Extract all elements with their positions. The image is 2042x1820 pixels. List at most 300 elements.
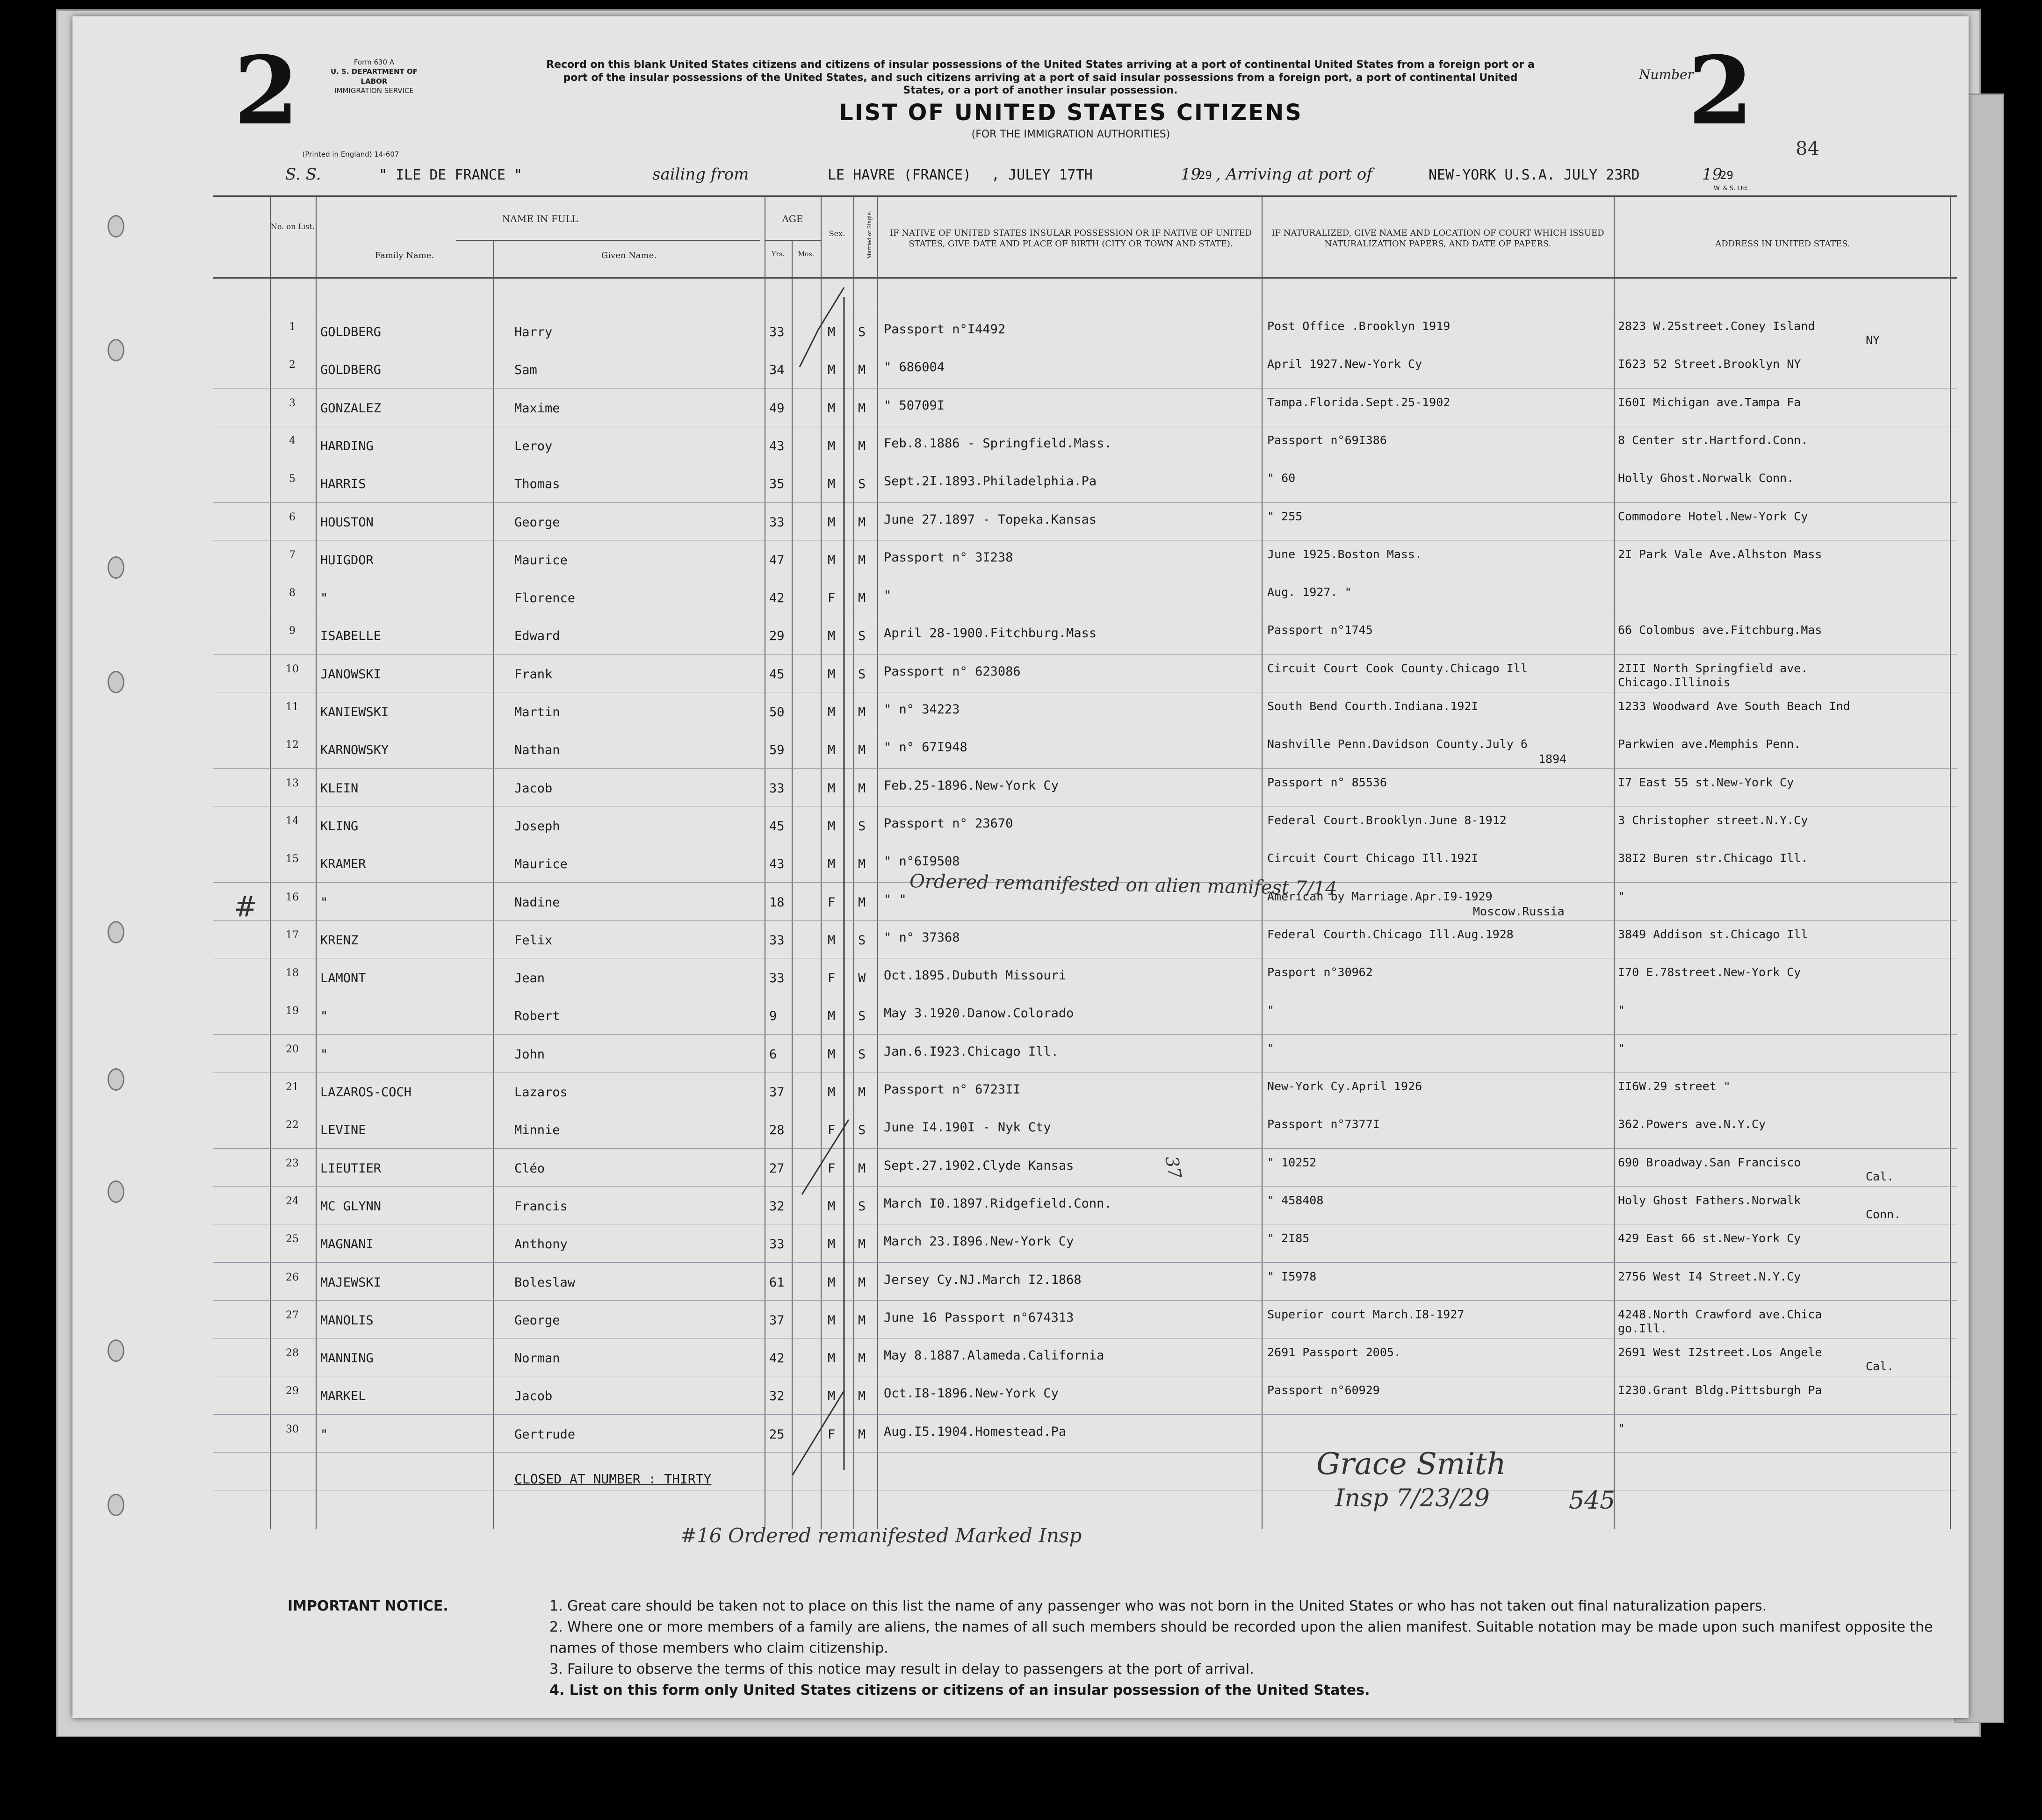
cell-status: S [858,325,866,339]
cell-addr: Commodore Hotel.New-York Cy [1618,509,1808,523]
header-sex: Sex. [829,229,845,238]
cell-given: Norman [514,1351,560,1366]
signature-number: 545 [1569,1487,1616,1515]
cell-addr: 2691 West I2street.Los Angele [1618,1345,1822,1360]
cell-given: Frank [514,667,553,682]
cell-no: 12 [286,739,299,751]
cell-no: 22 [286,1119,299,1131]
cell-given: Nathan [514,743,560,758]
cell-sex: F [828,1123,836,1138]
cell-birth: " n° 67I948 [884,740,967,755]
cell-status: S [858,1123,866,1138]
closing-line: CLOSED AT NUMBER : THIRTY [514,1471,712,1487]
cell-age: 61 [769,1275,785,1290]
cell-no: 9 [289,625,296,637]
row-line [213,768,1957,769]
cell-no: 8 [289,587,296,599]
cell-family: JANOWSKI [320,667,382,682]
header-no: No. on List. [270,222,315,231]
cell-age: 37 [769,1085,785,1100]
cell-status: M [858,743,866,758]
cell-family: ISABELLE [320,629,382,644]
cell-sex: M [828,1237,836,1252]
cell-given: Edward [514,629,560,644]
header-age: AGE [782,213,803,224]
year-to: 29 [1720,169,1733,182]
row16-note: Ordered remanifested on alien manifest 7/14 [909,870,1337,899]
cell-birth: Passport n° 23670 [884,816,1013,831]
cell-age: 35 [769,477,785,492]
cell-birth: Sept.2I.1893.Philadelphia.Pa [884,474,1097,489]
cell-family: HUIGDOR [320,553,374,568]
cell-status: M [858,401,866,416]
cell-age: 33 [769,781,785,796]
cell-nat: Federal Court.Brooklyn.June 8-1912 [1267,813,1507,827]
header-name-in-full: NAME IN FULL [502,213,578,224]
header-yrs: Yrs. [772,251,785,258]
cell-birth: " 50709I [884,398,945,413]
cell-no: 19 [286,1005,299,1017]
cell-status: M [858,705,866,719]
cell-sex: M [828,1389,836,1404]
cell-addr: 2III North Springfield ave. [1618,661,1808,675]
cell-given: Leroy [514,439,553,453]
cell-status: M [858,591,866,606]
cell-family: MANNING [320,1351,374,1366]
cell-status: M [858,1275,866,1290]
cell-status: M [858,781,866,796]
cell-nat: Tampa.Florida.Sept.25-1902 [1267,395,1450,409]
cell-age: 43 [769,439,785,453]
cell-status: M [858,1085,866,1100]
cell-family: " [320,1047,328,1062]
cell-age: 49 [769,401,785,416]
cell-nat: " 60 [1267,471,1296,485]
cell-sex: M [828,705,836,719]
cell-family: LAMONT [320,971,366,986]
row-line [213,1186,1957,1187]
cell-family: KLEIN [320,781,359,796]
cell-age: 42 [769,591,785,606]
cell-no: 24 [286,1195,299,1207]
sailing-label: sailing from [652,165,749,184]
cell-given: Maurice [514,553,568,568]
page-subtitle: (FOR THE IMMIGRATION AUTHORITIES) [971,129,1170,140]
binder-hole [108,1494,124,1516]
cell-given: Lazaros [514,1085,568,1100]
cell-status: S [858,819,866,834]
cell-family: MC GLYNN [320,1199,382,1214]
cell-age: 33 [769,515,785,530]
cell-family: KRENZ [320,933,359,948]
cell-status: M [858,1313,866,1328]
cell-birth: " n° 37368 [884,930,960,945]
cell-family: GONZALEZ [320,401,382,416]
cell-family: GOLDBERG [320,325,382,339]
binder-hole [108,1339,124,1362]
cell-family: KRAMER [320,857,366,872]
cell-nat: " I5978 [1267,1269,1317,1283]
cell-status: M [858,1161,866,1176]
binder-hole [108,339,124,361]
cell-family: " [320,591,328,606]
cell-no: 7 [289,549,296,561]
cell-age: 47 [769,553,785,568]
cell-status: S [858,1047,866,1062]
cell-addr2: Cal. [1866,1360,1894,1374]
printed-note: (Printed in England) 14-607 [302,150,399,158]
row-line [213,654,1957,655]
cell-sex: M [828,857,836,872]
cell-nat: Pasport n°30962 [1267,965,1373,979]
cell-family: HOUSTON [320,515,374,530]
cell-age: 29 [769,629,785,644]
cell-no: 16 [286,891,299,903]
cell-sex: M [828,439,836,453]
cell-no: 14 [286,815,299,827]
cell-addr: 2823 W.25street.Coney Island [1618,319,1815,333]
cell-sex: F [828,1161,836,1176]
row-line [213,1300,1957,1301]
cell-given: Nadine [514,895,560,910]
cell-sex: M [828,363,836,378]
cell-age: 6 [769,1047,777,1062]
cell-family: GOLDBERG [320,363,382,378]
cell-age: 32 [769,1199,785,1214]
notice-item: 1. Great care should be taken not to place on this list the name of any passenger who was not born in the United States or who has not taken out final naturalization papers. [549,1598,1767,1614]
cell-sex: M [828,667,836,682]
cell-age: 45 [769,819,785,834]
cell-no: 28 [286,1347,299,1360]
cell-addr: 3849 Addison st.Chicago Ill [1618,927,1808,941]
cell-no: 1 [289,321,296,333]
header-birth: IF NATIVE OF UNITED STATES INSULAR POSSESSION OR IF NATIVE OF UNITED STATES, GIVE DATE AND PLACE OF BIRTH (CITY OR TOWN AND STATE). [889,228,1252,249]
cell-no: 10 [286,663,299,675]
cell-addr: 38I2 Buren str.Chicago Ill. [1618,851,1808,865]
cell-family: HARDING [320,439,374,453]
header-given: Given Name. [601,251,657,260]
cell-addr: I623 52 Street.Brooklyn NY [1618,357,1801,371]
cell-nat: Passport n°7377I [1267,1117,1380,1131]
cell-given: Joseph [514,819,560,834]
year-prefix-from: 19 [1181,165,1201,184]
signature-date: Insp 7/23/29 [1335,1484,1490,1512]
cell-family: KARNOWSKY [320,743,389,758]
row-line [213,1148,1957,1149]
cell-nat: South Bend Courth.Indiana.192I [1267,699,1479,713]
notice-item: 4. List on this form only United States citizens or citizens of an insular possession of the United States. [549,1682,1370,1698]
cell-no: 17 [286,929,299,941]
cell-sex: F [828,591,836,606]
cell-birth: " 686004 [884,360,945,375]
cell-sex: M [828,1199,836,1214]
number-label: Number [1639,67,1694,82]
cell-age: 18 [769,895,785,910]
cell-birth: Passport n° 6723II [884,1082,1021,1097]
cell-no: 6 [289,511,296,523]
ship-name: " ILE DE FRANCE " [379,167,523,183]
col-line [270,196,271,1529]
cell-nat: " 10252 [1267,1155,1317,1169]
cell-addr: 1233 Woodward Ave South Beach Ind [1618,699,1850,713]
cell-addr: II6W.29 street " [1618,1079,1731,1093]
cell-given: Florence [514,591,576,606]
cell-nat: Passport n°1745 [1267,623,1373,637]
cell-nat: Circuit Court Cook County.Chicago Ill [1267,661,1528,675]
cell-addr2: go.Ill. [1618,1321,1667,1335]
cell-nat: Post Office .Brooklyn 1919 [1267,319,1450,333]
cell-no: 29 [286,1385,299,1397]
cell-given: Anthony [514,1237,568,1252]
cell-addr2: Conn. [1866,1207,1901,1221]
cell-birth: Jersey Cy.NJ.March I2.1868 [884,1272,1082,1287]
cell-no: 11 [286,701,299,713]
cell-addr2: NY [1866,333,1880,347]
binder-hole [108,671,124,693]
cell-given: Cléo [514,1161,545,1176]
cell-age: 28 [769,1123,785,1138]
binder-hole [108,921,124,943]
cell-birth: " [884,588,892,603]
signature: Grace Smith [1316,1447,1506,1482]
cell-addr: I7 East 55 st.New-York Cy [1618,775,1794,789]
col-line [1614,196,1615,1529]
cell-addr: Holy Ghost Fathers.Norwalk [1618,1193,1801,1207]
cell-age: 33 [769,1237,785,1252]
cell-addr2: Chicago.Illinois [1618,675,1731,689]
cell-no: 26 [286,1271,299,1283]
cell-status: M [858,857,866,872]
cell-sex: M [828,1047,836,1062]
cell-given: Maurice [514,857,568,872]
cell-age: 34 [769,363,785,378]
cell-birth: Feb.8.1886 - Springfield.Mass. [884,436,1112,451]
sheet-number-left: 2 [234,36,299,146]
cell-given: Boleslaw [514,1275,576,1290]
cell-addr: 429 East 66 st.New-York Cy [1618,1231,1801,1245]
cell-sex: M [828,629,836,644]
cell-no: 4 [289,435,296,447]
cell-birth: June 16 Passport n°674313 [884,1310,1074,1325]
col-line [493,240,494,1529]
cell-family: LEVINE [320,1123,366,1138]
cell-age: 25 [769,1427,785,1442]
cell-status: S [858,667,866,682]
year-from: 29 [1198,169,1212,182]
port-to: NEW-YORK U.S.A. JULY 23RD [1429,167,1640,183]
cell-sex: M [828,819,836,834]
cell-sex: M [828,401,836,416]
cell-age: 43 [769,857,785,872]
cell-given: George [514,1313,560,1328]
cell-sex: F [828,1427,836,1442]
notice-label: IMPORTANT NOTICE. [288,1598,448,1614]
important-notice [288,1596,1952,1701]
page-stamp: 84 [1796,138,1819,159]
cell-nat: Nashville Penn.Davidson County.July 6 [1267,737,1528,751]
cell-birth: Oct.1895.Dubuth Missouri [884,968,1067,983]
cell-nat: American by Marriage.Apr.I9-1929 [1267,889,1493,903]
cell-nat: " [1267,1003,1275,1017]
cell-status: M [858,895,866,910]
cell-age: 33 [769,325,785,339]
cell-family: KLING [320,819,359,834]
cell-addr: I230.Grant Bldg.Pittsburgh Pa [1618,1383,1822,1397]
cell-addr: " [1618,1003,1625,1017]
cell-given: Jean [514,971,545,986]
col-line [316,196,317,1529]
cell-birth: March I0.1897.Ridgefield.Conn. [884,1196,1112,1211]
cell-nat: Aug. 1927. " [1267,585,1352,599]
cell-sex: M [828,477,836,492]
bottom-note: #16 Ordered remanifested Marked Insp [680,1524,1082,1547]
cell-status: M [858,439,866,453]
cell-given: John [514,1047,545,1062]
cell-age: 27 [769,1161,785,1176]
cell-addr: 362.Powers ave.N.Y.Cy [1618,1117,1766,1131]
cell-age: 37 [769,1313,785,1328]
sheet-number-right: 2 [1688,36,1753,146]
cell-nat: " 255 [1267,509,1303,523]
cell-birth: April 28-1900.Fitchburg.Mass [884,626,1097,641]
cell-addr: 2I Park Vale Ave.Alhston Mass [1618,547,1822,561]
binder-hole [108,556,124,579]
cell-addr: Holly Ghost.Norwalk Conn. [1618,471,1794,485]
cell-birth: June 27.1897 - Topeka.Kansas [884,512,1097,527]
cell-nat: Passport n° 85536 [1267,775,1387,789]
cell-family: KANIEWSKI [320,705,389,719]
cell-family: LIEUTIER [320,1161,382,1176]
cell-given: Sam [514,363,537,378]
cell-addr: 8 Center str.Hartford.Conn. [1618,433,1808,447]
port-from: LE HAVRE (FRANCE) [828,167,972,183]
cell-addr2: Cal. [1866,1169,1894,1183]
cell-age: 50 [769,705,785,719]
cell-status: M [858,553,866,568]
date-from: , JULEY 17TH [991,167,1093,183]
cell-given: Jacob [514,1389,553,1404]
cell-family: MANOLIS [320,1313,374,1328]
cell-no: 23 [286,1157,299,1169]
year-prefix-to: 19 [1702,165,1723,184]
cell-status: S [858,477,866,492]
table-top-border [213,195,1957,197]
cell-status: W [858,971,866,986]
cell-no: 2 [289,359,296,371]
cell-family: " [320,895,328,910]
cell-addr: 4248.North Crawford ave.Chica [1618,1307,1822,1321]
binder-hole [108,215,124,237]
cell-nat: " [1267,1041,1275,1055]
cell-birth: March 23.I896.New-York Cy [884,1234,1074,1249]
cell-birth: Jan.6.I923.Chicago Ill. [884,1044,1059,1059]
header-married: Married or Single. [866,210,873,259]
cell-age: 33 [769,933,785,948]
header-address: ADDRESS IN UNITED STATES. [1715,239,1850,249]
binder-hole [108,1180,124,1203]
cell-birth: " " [884,892,907,907]
cell-given: Francis [514,1199,568,1214]
cell-sex: F [828,971,836,986]
cell-sex: M [828,933,836,948]
cell-nat: " 2I85 [1267,1231,1310,1245]
cell-given: Felix [514,933,553,948]
cell-birth: Sept.27.1902.Clyde Kansas [884,1158,1074,1173]
cell-age: 45 [769,667,785,682]
cell-no: 21 [286,1081,299,1093]
cell-nat: Passport n°60929 [1267,1383,1380,1397]
form-info: Form 630 A U. S. DEPARTMENT OF LABOR IMMIGRATION SERVICE [330,58,418,95]
cell-addr: " [1618,1041,1625,1055]
cell-status: M [858,1427,866,1442]
row-line [213,1414,1957,1415]
cell-given: Minnie [514,1123,560,1138]
cell-given: George [514,515,560,530]
cell-addr: 3 Christopher street.N.Y.Cy [1618,813,1808,827]
cell-given: Martin [514,705,560,719]
cell-birth: " n° 34223 [884,702,960,717]
cell-birth: Passport n° 3I238 [884,550,1013,565]
cell-birth: Oct.I8-1896.New-York Cy [884,1386,1059,1401]
header-naturalized: IF NATURALIZED, GIVE NAME AND LOCATION OF COURT WHICH ISSUED NATURALIZATION PAPERS, AND DATE OF PAPERS. [1271,228,1604,249]
row-line [213,1262,1957,1263]
cell-sex: M [828,1009,836,1024]
col-line [1950,196,1951,1529]
cell-status: S [858,1009,866,1024]
cell-status: S [858,629,866,644]
cell-birth: " n°6I9508 [884,854,960,869]
cell-addr: " [1618,1421,1625,1435]
cell-sex: M [828,515,836,530]
cell-status: M [858,1351,866,1366]
cell-given: Robert [514,1009,560,1024]
cell-nat: 2691 Passport 2005. [1267,1345,1401,1360]
notice-item: 3. Failure to observe the terms of this notice may result in delay to passengers at the port of arrival. [549,1661,1254,1677]
printer-mark: W. & S. Ltd. [1714,185,1749,192]
cell-age: 59 [769,743,785,758]
cell-addr: Parkwien ave.Memphis Penn. [1618,737,1801,751]
row-line [213,1452,1957,1453]
cell-status: M [858,363,866,378]
cell-given: Maxime [514,401,560,416]
cell-status: M [858,1389,866,1404]
cell-birth: Passport n° 623086 [884,664,1021,679]
cell-sex: M [828,1085,836,1100]
cell-birth: May 3.1920.Danow.Colorado [884,1006,1074,1021]
cell-given: Gertrude [514,1427,576,1442]
cell-family: " [320,1009,328,1024]
cell-nat: New-York Cy.April 1926 [1267,1079,1422,1093]
cell-addr: 690 Broadway.San Francisco [1618,1155,1801,1169]
cell-sex: M [828,1351,836,1366]
header-mos: Mos. [798,251,815,258]
cell-status: S [858,1199,866,1214]
binder-hole [108,1068,124,1091]
cell-age: 9 [769,1009,777,1024]
row-line [213,1034,1957,1035]
cell-nat: " 458408 [1267,1193,1324,1207]
age-subheader-line [765,240,821,241]
page-title: LIST OF UNITED STATES CITIZENS [839,100,1303,126]
cell-no: 30 [286,1423,299,1435]
col-line [1262,196,1263,1529]
cell-nat: April 1927.New-York Cy [1267,357,1422,371]
name-subheader-line [456,240,760,241]
cell-nat: Circuit Court Chicago Ill.192I [1267,851,1479,865]
cell-given: Thomas [514,477,560,492]
cell-given: Harry [514,325,553,339]
cell-age: 33 [769,971,785,986]
